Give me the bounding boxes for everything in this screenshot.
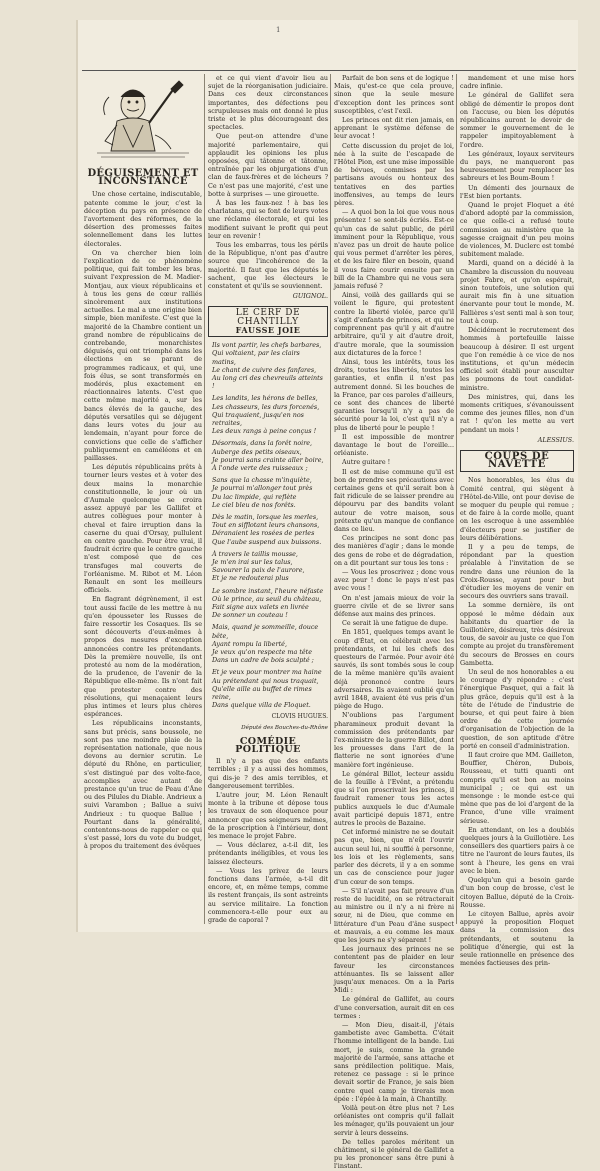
article-paragraph: — Mon Dieu, disait-il, j'étais gambetiste avec Gambetta. C'était l'homme intelligent de la bande. Lui mort, je suis, comme la grande majorité de l'armée, sans attache et sans prédilection politique. Mais, retenez ce passage : si le prince devait sortir de France, je sais bien contre quel camp je tirerais mon épée : l'épée à la main, à Chantilly. bbox=[334, 1020, 454, 1103]
article-paragraph: Des ministres, qui, dans les moments critiques, s'évanouissent comme des jeunes filles, non d'un rat ! qu'on les mette au vert pendant un mois ! bbox=[460, 392, 574, 434]
article-paragraph: — S'il n'avait pas fait preuve d'un reste de lucidité, on se rétracterait au ministre ou il n'y a ni frère ni sœur, ni de Dieu, que comme en littérature d'un Peau d'âne suspect et mauvais, a eu comme les maux que les jours ne s'y séparent ! bbox=[334, 886, 454, 944]
poem-stanza bbox=[212, 668, 324, 709]
article-paragraph: Il n'y a pas que des enfants terribles ; il y a aussi des hommes, qui dis-je ? des amis terribles, et dangereusement terribles. bbox=[208, 757, 328, 790]
poem-line: Et je ne redouterai plus bbox=[212, 574, 289, 583]
poem-line: Que l'aube suspend aux buissons. bbox=[212, 537, 322, 546]
poem-stanza bbox=[212, 341, 324, 390]
article-paragraph: et ce qui vient d'avoir lieu au sujet de la réorganisation judiciaire. Dans ces deux circonstances importantes, des défections peu scrupuleuses mais ont donné le plus triste et le plus décourageant des spectacles. bbox=[208, 74, 328, 132]
article-paragraph: Il est de mise commune qu'il est bon de prendre ses précautions avec certaines gens et qu'il serait bon à fait ridicule de se laisser prendre au dépourvu par des bandits volant autour de votre maison, sous prétexte qu'un manque de confiance dans ce lieu. bbox=[334, 467, 454, 533]
header-rule bbox=[82, 70, 576, 71]
article-paragraph: Le général de Gallifet, au cours d'une conversation, aurait dit en ces termes : bbox=[334, 995, 454, 1020]
article-paragraph: Le général de Gallifet sera obligé de démentir le propos dont on l'accuse, ou bien les députés républicains auront le devoir de sommer le gouvernement de le rappeler impitoyablement à l'ordre. bbox=[460, 91, 574, 149]
poem-line: Je pourrai m'allonger tout près bbox=[212, 484, 313, 493]
article-paragraph: — Vous les privez de leurs fonctions dans l'armée, a-t-il dit encore, et, en même temps, comme ils restent français, ils sont astreints au service militaire. La fonction commencera-t-elle pour eux au grade de caporal ? bbox=[208, 866, 328, 925]
article-paragraph: — Vous les proscrivez ; donc vous avez peur ! donc le pays n'est pas avec vous ! bbox=[334, 567, 454, 593]
article-paragraph: L'autre jour, M. Léon Renault monte à la tribune et dépose tous les travaux de son éloquence pour annoncer que ces seigneurs mêmes, de la proscription à l'intérieur, dont les menace le projet Fabre. bbox=[208, 791, 328, 841]
poem-line: Mais, quand je sommeille, douce bête, bbox=[212, 623, 319, 640]
poem-line: Fait signe aux valets en livrée bbox=[212, 602, 309, 611]
article-paragraph: Quand le projet Floquet a été d'abord adopté par la commission, ce que celle-ci a refusé toute commission au ministère que la sagesse craignait d'un peu moins de violences, M. Duclerc est tombé subitement malade. bbox=[460, 201, 574, 259]
article-paragraph: Ce serait là une fatigue de dupe. bbox=[342, 619, 449, 628]
article-paragraph: Les journaux des princes ne se contentent pas de plaider en leur faveur les circonstances atténuantes. Ils se laissent aller jusqu'aux menaces. On a la Paris Midi : bbox=[334, 945, 454, 995]
poem-line: Les deux rangs à peine conçus ! bbox=[212, 427, 317, 436]
article-paragraph: N'oublions pas l'argument pharamineux produit devant la commission des prétendants par l'ex-ministre de la guerre Billot, dont les prouesses dans l'art de la flatterie ne sont ignorées d'une manière fort ingénieuse. bbox=[334, 711, 454, 769]
article-paragraph: Tous les embarras, tous les périls de la République, n'ont pas d'autre source que l'incohérence de la majorité. Il faut que les députés le sachent, que les électeurs le constatent et qu'ils se souviennent. bbox=[208, 241, 328, 291]
caricature-illustration bbox=[84, 74, 202, 166]
poem-line: Le ciel bleu de nos forêts. bbox=[212, 500, 296, 509]
column-2 bbox=[208, 74, 328, 924]
poem-line: Qui traquaient, jusqu'en nos retraites, bbox=[212, 410, 304, 427]
poem-author: CLOVIS HUGUES. bbox=[271, 713, 328, 721]
poem-subtitle: FAUSSE JOIE bbox=[235, 324, 301, 335]
poem-line: Auberge des petits oiseaux, bbox=[212, 447, 302, 456]
poem-line: Le chant de cuivre des fanfares, bbox=[212, 365, 317, 374]
article-paragraph: Nos honorables, les élus du Comité central, qui siègent à l'Hôtel-de-Ville, ont pour devise de se moquer du peuple qui remue ; et de faire à la corde molle, quant on les escroque à une assemblée d'électeurs pour se justifier de leurs délibérations. bbox=[460, 476, 574, 542]
poem-line: Désormais, dans la forêt noire, bbox=[212, 439, 313, 448]
article-signature: GUIGNOL. bbox=[292, 292, 328, 301]
article-paragraph: Autre guitare ! bbox=[342, 458, 391, 467]
section-title-box: COUPS DE NAVETTE bbox=[460, 450, 574, 472]
article-paragraph: Ainsi, tous les intérêts, tous les droits, toutes les libertés, toutes les garanties, et enfin il n'est pas autrement donné. Si les bouches de la France, par ces paroles d'ailleurs, ce sont des chances de liberté garanties lorsqu'il n'y a pas de sécurité pour la loi, c'est qu'il n'y a plus de liberté pour le peuple ! bbox=[334, 357, 454, 432]
poem-line: Dans un cadre de bois sculpté ; bbox=[212, 656, 314, 665]
article-paragraph: Le citoyen Ballue, après avoir appuyé la proposition Floquet dans la commission des prétendants, et soutenu la politique d'énergie, qui est la seule rationnelle en présence des menées factieuses des prin- bbox=[460, 909, 574, 968]
article-paragraph: Cet informé ministre ne se doutait pas que, bien, que n'eût l'ouvrir aucun seul lui, ni soufflé à personne, les lois et les règlements, sans parler des décrets, il y a en somme un cas de conscience pour juger d'un cœur de son temps. bbox=[334, 828, 454, 886]
article-paragraph: Les princes ont dit rien jamais, en apprenant le système défense de leur avocat ! bbox=[334, 116, 454, 141]
section-title: COMÉDIE POLITIQUE bbox=[235, 735, 301, 756]
poem-stanza bbox=[212, 439, 324, 472]
article-paragraph: mandement et une mise hors cadre infinie. bbox=[460, 74, 574, 91]
poem-line: Les chasseurs, les durs forcenés, bbox=[212, 402, 320, 411]
poem-author-note: Député des Bouches-du-Rhône bbox=[241, 724, 328, 731]
article-paragraph: Il est impossible de montrer davantage le bout de l'oreille... orléaniste. bbox=[334, 432, 454, 458]
article-signature: ALESSIUS. bbox=[537, 435, 574, 444]
article-paragraph: Un démenti des journaux de l'Est bien portants. bbox=[460, 183, 574, 200]
article-paragraph: — A quoi bon la loi que vous nous présentez ! se sont-ils écriés. Est-ce qu'un cas de salut public, de péril imminent pour la République, vous n'avez pas un droit de haute police qui vous permet d'arrêter les pères, et de les faire filer en besoin, quand il vous faire courir ensuite par un bill de la Chambre qui ne vous sera jamais refusé ? bbox=[334, 208, 454, 291]
article-paragraph: — Vous déclarez, a-t-il dit, les prétendants inéligibles, et vous les laissez électeurs. bbox=[208, 841, 328, 866]
article-headline: DÉGUISEMENT ET INCONSTANCE bbox=[87, 168, 199, 188]
section-body bbox=[460, 476, 574, 967]
poem-line: Et je veux pour montrer ma haine bbox=[212, 668, 322, 677]
poem-line: Ils vont partir, les chefs barbares, bbox=[212, 341, 322, 350]
poem-line: Qu'elle aille au buffet de rimes reine, bbox=[212, 684, 312, 702]
column-3 bbox=[334, 74, 454, 1171]
poem-title: LE CERF DE CHANTILLY bbox=[235, 308, 301, 327]
poem-line: Je m'en irai sur les talus, bbox=[212, 557, 293, 566]
article-paragraph: Cette discussion du projet de loi, née à la suite de l'escapade de l'Hôtel Pion, est une mise impossible de bévues, commises par les partisans avoués ou honteux des tentatives en des parties inoffensives, au temps de leurs pères. bbox=[334, 141, 454, 208]
article-paragraph: De telles paroles méritent un châtiment, si le général de Gallifet a pu les prononcer sans être puni à l'instant. bbox=[334, 1137, 454, 1171]
article-paragraph: Un seul de nos honorables a eu le courage d'y répondre : c'est l'énergique Pasquet, qui a fait là plus grâce, depuis qu'il est à la tête de l'étude de l'industrie de bourse, et qui peut faire à bien ordre de cette journée d'organisation de l'objection de la question, de son aptitude d'être porté en conseil d'administration. bbox=[460, 668, 574, 750]
article-paragraph: Il faut croire que MM. Gailleton, Bouffier, Chéron, Dubois, Rousseau, et tutti quanti ont compris qu'il est bon au moins municipal ; ce qui est un mensonge : le monde est-ce qui mène que pas de loi d'argent de la France, d'une ville vraiment sérieuse. bbox=[460, 751, 574, 825]
article-paragraph: Que peut-on attendre d'une majorité parlementaire, qui applaudit les opinions les plus opposées, qui tâtonne et tâtonne, entraînée par les objurgations d'un clan de faux-frères et de lécheurs ? Ce n'est pas une majorité, c'est une botte à surprises — une girouette. bbox=[208, 132, 328, 198]
poem-line: Dès le matin, lorsque les merles, bbox=[212, 512, 319, 521]
poem-line: Les landits, les hérons de belles, bbox=[212, 394, 318, 403]
article-paragraph: Les députés républicains prêts à tourner leurs vestes et à voter des deux mains la monarchie constitutionnelle, le jour où un d'Aumale quelconque se croira assez appuyé par les Gallifet et autres collègues pour monter à cheval et faire irruption dans la caserne du quai d'Orsay, pullulent en centre gauche. Pour être vrai, il faudrait écrire que le centre gauche n'est composé que de ces transfuges mal couverts de l'orléanisme. M. Ribot et M. Léon Renault en sont les meilleurs officiels. bbox=[84, 463, 202, 595]
poem-line: Tout en sifflotant leurs chansons, bbox=[212, 521, 320, 530]
article-paragraph: En attendant, on les a doublés quelques jours à la Guillotière. Les conseillers des quartiers pairs à ce titre ne l'auront de leurs fautes, ils sont à l'heure, les gens en vrai avec le bien. bbox=[460, 825, 574, 875]
column-rule bbox=[330, 74, 331, 924]
poem-line: Dans quelque villa de Floquet. bbox=[212, 701, 311, 710]
poem-stanza bbox=[212, 394, 324, 435]
article-paragraph: Ainsi, voilà des gaillards qui se voilent le figure, qui protestent contre la liberté violée, parce qu'il s'agit d'enfants de princes, et qui ne comprennent pas qu'il y ait d'autre arbitraire, qu'il y ait d'autre droit, d'autre morale, que la soumission aux dictatures de la force ! bbox=[334, 291, 454, 357]
column-1 bbox=[84, 74, 202, 924]
poem-line: Sans que la chasse m'inquiète, bbox=[212, 476, 312, 485]
poem-stanza bbox=[212, 476, 324, 509]
article-paragraph: À bas les faux-nez ! à bas les charlatans, qui se font de leurs votes une réclame électorale, et qui les modifient suivant le profit qui peut leur en revenir ! bbox=[208, 199, 328, 240]
article-paragraph: Une chose certaine, indiscutable, patente comme le jour, c'est la déception du pays en présence de l'avortement des réformes, de la désertion des promesses faites solennellement dans les luttes électorales. bbox=[84, 190, 202, 248]
poem-stanza bbox=[212, 587, 324, 620]
poem-line: Ayant rompu la liberté, bbox=[212, 639, 287, 648]
poem-line: Le sombre instant, l'heure néfaste bbox=[212, 586, 324, 595]
article-paragraph: On n'est jamais mieux de voir la guerre civile et de se livrer sans défense aux mains des princes. bbox=[334, 593, 454, 618]
poem-title-box bbox=[208, 306, 328, 337]
poem-line: Je veux qu'on respecte ma tête bbox=[212, 648, 313, 656]
poem-line: De sonner un couteau ! bbox=[212, 611, 288, 620]
article-paragraph: Parfait de bon sens et de logique ! Mais, qu'est-ce que cela prouve, sinon que la seule mesure d'exception dont les princes sont susceptibles, c'est l'exil. bbox=[334, 74, 454, 115]
poem-line: Au long cri des chevreuils atteints ! bbox=[212, 373, 323, 391]
poem-line: Savourer la paix de l'aurore, bbox=[212, 566, 305, 575]
article-paragraph: Quelqu'un qui a besoin garde d'un bon coup de brosse, c'est le citoyen Ballue, député de la Croix-Rousse. bbox=[460, 876, 574, 909]
article-paragraph: Ces principes ne sont donc pas des manières d'agir ; dans le monde des gens de robe et de dégradation, on a dit pourtant sur tous les tons : bbox=[334, 534, 454, 567]
article-paragraph: En 1851, quelques temps avant le coup d'État, on célébrait avec les prétendants, et lui les chefs des questeurs de l'armée. Pour avoir été sauvés, ils sont tombés sous le coup de la même manière qu'ils avaient déjà prononcé contre leurs adversaires. Ils avaient oublié qu'en avril 1848, avaient été vus pris d'un piège de Hugo. bbox=[334, 628, 454, 711]
article-paragraph: Décidément le recrutement des hommes à portefeuille laisse beaucoup à désirer. Il est urgent que l'on remédie à ce vice de nos institutions, et qu'un médecin officiel soit établi pour ausculter les poumons de tout candidat-ministre. bbox=[460, 326, 574, 392]
article-paragraph: Voilà peut-on être plus net ? Les orléanistes ont compris qu'il fallait les ménager, qu'ils pouvaient un jour servir à leurs desseins. bbox=[334, 1103, 454, 1137]
poem-line: Je pourrai sans crainte aller boire, bbox=[212, 455, 324, 464]
caricature-drawing bbox=[87, 75, 199, 165]
article-paragraph: Il y a peu de temps, de répondant par la question préalable à l'invitation de se rendre dans une réunion de la Croix-Rousse, ayant pour but d'étudier les moyens de venir en secours des ouvriers sans travail. bbox=[460, 542, 574, 601]
article-paragraph: Les républicains inconstants, sans but précis, sans boussole, ne sont pas une moindre plaie de la représentation nationale, que nous devons au dernier scrutin. Le député du Rhône, en particulier, s'est distingué par des volte-face, accomplies avec autant de prestance qu'un truc de Peau d'Âne ou des Pilules du Diable. Andrieux a suivi Varambon ; Ballue a suivi Andrieux : tu quoque Ballue ! Pourtant dans la généralité, contentons-nous de rappeler ce qui s'est passé, lors du vote du budget, à propos du traitement des évêques bbox=[84, 719, 202, 851]
article-paragraph: Mardi, quand on a décidé à la Chambre la discussion du nouveau projet Fabre, et qu'on espérait, sinon toutefois, une solution qui aurait mis fin à une situation énervante pour tout le monde, M. Fallières s'est senti mal à son tour, tout à coup. bbox=[460, 259, 574, 325]
poem-line: À travers le taillis mousse, bbox=[212, 549, 298, 558]
column-4 bbox=[460, 74, 574, 968]
poem-line: À l'onde verte des ruisseaux ; bbox=[212, 463, 308, 472]
column-rule bbox=[204, 74, 205, 924]
article-paragraph: La somme dernière, ils ont opposé le même dédain aux habitants du quartier de la Guillotière, désireux, très désireux tous, de savoir au juste ce que l'on compte au projet du transfèrement du secours de Brosses en cours Gambetta. bbox=[460, 601, 574, 667]
article-paragraph: Les généraux, loyaux serviteurs du pays, ne manqueront pas heureusement pour remplacer les sabreurs et les Boum-Boum ! bbox=[460, 149, 574, 183]
poem-line: Du lac limpide, qui reflète bbox=[212, 492, 297, 501]
article-paragraph: En flagrant dégrènement, il est tout aussi facile de les mettre à nu qu'en épousseter les Russes de faire ressortir les Cosaques. Ils se sont découverts d'eux-mêmes à propos des mesures d'exception annoncées contre les prétendants. Dès la première nouvelle, ils ont protesté au nom de la modération, de la prudence, de l'avenir de la République elle-même. Ils n'ont fait que protester contre des résolutions, qui menaçaient leurs plus intimes et leurs plus chères espérances. bbox=[84, 595, 202, 719]
article-paragraph: Le général Billot, lecteur assidu de la feuille à l'Evênt, a prétendu que si l'on proscrivait les princes, il faudrait ramener tous les actes publics auxquels le duc d'Aumale avait participé depuis 1871, entre autres le procès de Bazaine. bbox=[334, 769, 454, 828]
page-number: 1 bbox=[276, 26, 281, 34]
poem-stanza bbox=[212, 623, 324, 664]
poem-line: Au prétendant qui nous traquait, bbox=[212, 676, 319, 685]
poem-stanza bbox=[212, 550, 324, 583]
poem-body bbox=[212, 341, 324, 709]
poem-stanza bbox=[212, 513, 324, 546]
article-paragraph: On va chercher bien loin l'explication de ce phénomène politique, qui fait tomber les bras, suivant l'expression de M. Madier-Montjau, aux vieux républicains et à tous les gens de cœur ralliés sincèrement aux institutions actuelles. Le mal a une origine bien simple, bien manifeste. C'est que la majorité de la Chambre contient un grand nombre de républicains de contrebande, monarchistes déguisés, qui ont triomphé dans les élections en se parant de programmes radicaux, et qui, une fois élus, se sont transformés en modérés, plus exactement en réactionnaires latents. C'est que cette même majorité a, sur les bancs élevés de la gauche, des députés versatiles qui se déjugent dans leurs votes du jour au lendemain, n'ayant pour force de convictions que celle de s'afficher publiquement en caméléons et en paillasses. bbox=[84, 248, 202, 462]
column-rule bbox=[456, 74, 457, 924]
poem-line: Déranaient les rosées de perles bbox=[212, 529, 315, 538]
poem-line: Où le prince, au seuil du château, bbox=[212, 594, 322, 603]
poem-line: Qui voltaient, par les clairs matins, bbox=[212, 349, 300, 366]
